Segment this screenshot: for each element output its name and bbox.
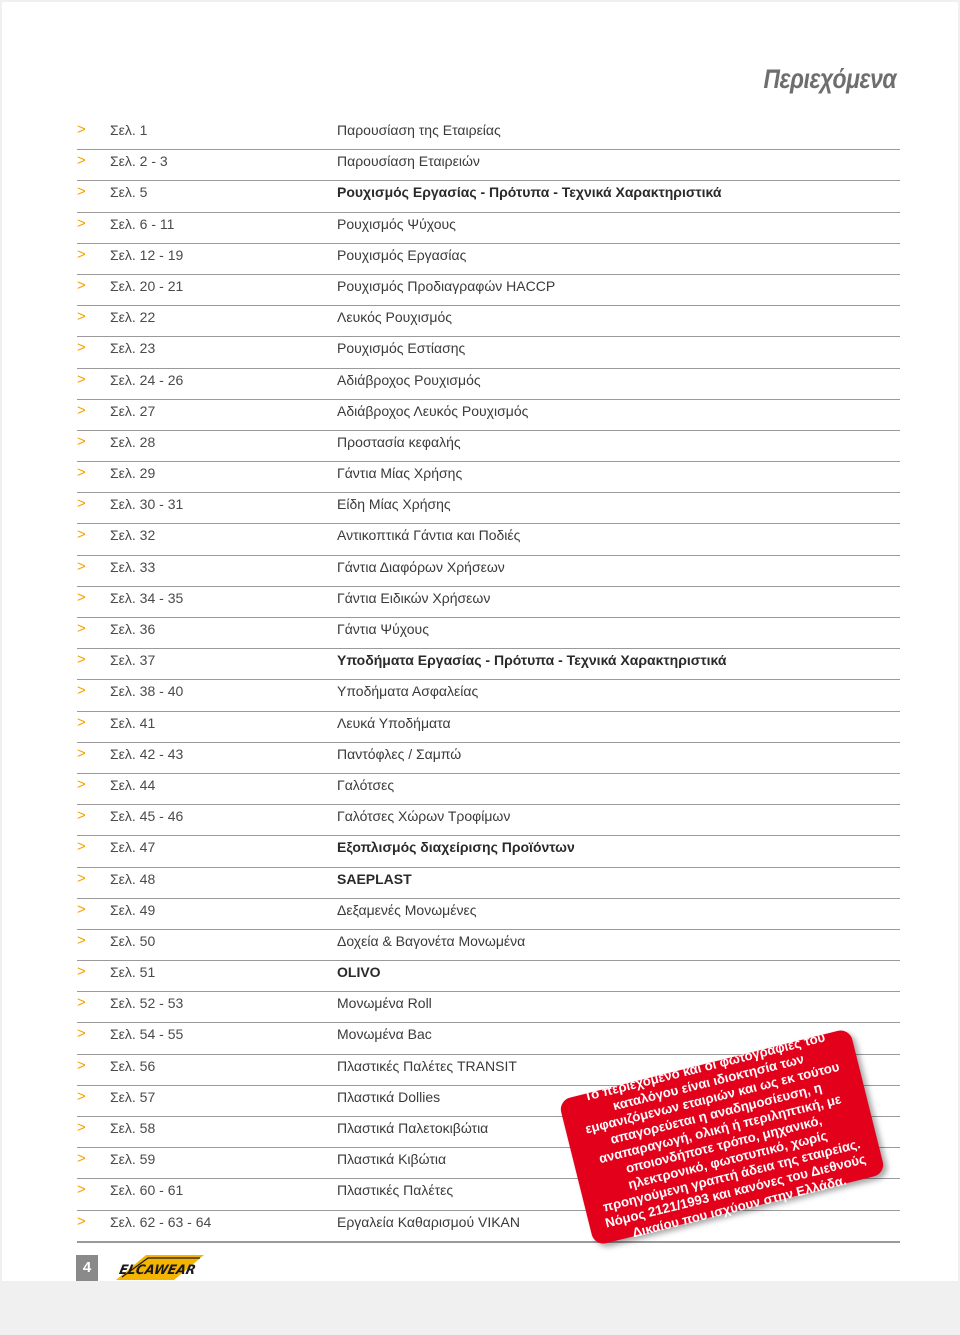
toc-row[interactable] xyxy=(77,961,900,992)
toc-entry-title: Πλαστικά Κιβώτια xyxy=(337,1151,447,1168)
footer-divider xyxy=(77,1242,900,1243)
toc-entry-title: Προστασία κεφαλής xyxy=(337,433,461,450)
toc-row[interactable] xyxy=(77,556,900,587)
toc-row[interactable] xyxy=(77,868,900,899)
toc-row[interactable] xyxy=(77,524,900,555)
toc-row[interactable] xyxy=(77,400,900,431)
toc-row[interactable] xyxy=(77,493,900,524)
toc-entry-title: Γάντια Ειδικών Χρήσεων xyxy=(337,589,491,606)
toc-page-ref: Σελ. 58 xyxy=(110,1120,156,1136)
toc-page-ref: Σελ. 28 xyxy=(110,433,156,450)
chevron-right-icon: > xyxy=(77,588,86,606)
toc-entry-title: Είδη Μίας Χρήσης xyxy=(337,496,451,513)
toc-page-ref: Σελ. 42 - 43 xyxy=(110,745,184,762)
chevron-right-icon: > xyxy=(77,713,86,731)
toc-row[interactable] xyxy=(77,275,900,306)
toc-entry-title: Γαλότσες xyxy=(337,776,395,793)
toc-entry-title: Μονωμένα Roll xyxy=(337,995,432,1012)
toc-page-ref: Σελ. 51 xyxy=(110,964,156,981)
chevron-right-icon: > xyxy=(77,807,86,825)
toc-entry-title: Εξοπλισμός διαχείρισης Προϊόντων xyxy=(337,839,575,856)
copyright-notice: Το περιεχόμενο και οι φωτογραφίες του καταλόγου είναι ιδιοκτησία των εμφανιζόμενων εταιριών και ως εκ τούτου απαγορεύεται η αναδημοσίευση, η αναπαραγωγή, ολική ή περιληπτική, με οποιονδήποτε τρόπο, μηχανικό, ηλεκτρονικό, φωτοτυπικό, χωρίς προηγούμενη γραπτή άδεια της εταιρείας. Νόμος 2121/1993 και κανόνες του Διεθνούς Δικαίου που ισχύουν στην Ελλάδα. xyxy=(558,1028,885,1246)
toc-page-ref: Σελ. 24 - 26 xyxy=(110,371,184,388)
toc-page-ref: Σελ. 6 - 11 xyxy=(110,215,175,232)
toc-page-ref: Σελ. 33 xyxy=(110,558,156,575)
toc-page-ref: Σελ. 44 xyxy=(110,776,156,793)
toc-page-ref: Σελ. 62 - 63 - 64 xyxy=(110,1213,212,1230)
toc-row[interactable] xyxy=(77,618,900,649)
toc-page-ref: Σελ. 47 xyxy=(110,839,156,856)
chevron-right-icon: > xyxy=(77,838,86,856)
chevron-right-icon: > xyxy=(77,276,86,294)
toc-page-ref: Σελ. 45 - 46 xyxy=(110,808,184,825)
chevron-right-icon: > xyxy=(77,869,86,887)
toc-page-ref: Σελ. 12 - 19 xyxy=(110,246,184,263)
chevron-right-icon: > xyxy=(77,432,86,450)
toc-entry-title: Υποδήματα Εργασίας - Πρότυπα - Τεχνικά Χαρακτηριστικά xyxy=(337,652,727,669)
toc-row[interactable] xyxy=(77,805,900,836)
toc-row[interactable] xyxy=(77,337,900,368)
chevron-right-icon: > xyxy=(77,245,86,263)
toc-entry-title: Παντόφλες / Σαμπώ xyxy=(337,745,462,762)
toc-page-ref: Σελ. 22 xyxy=(110,309,156,326)
toc-page-ref: Σελ. 34 - 35 xyxy=(110,589,184,606)
chevron-right-icon: > xyxy=(77,401,86,419)
toc-row[interactable] xyxy=(77,774,900,805)
chevron-right-icon: > xyxy=(77,682,86,700)
toc-page-ref: Σελ. 60 - 61 xyxy=(110,1182,184,1199)
chevron-right-icon: > xyxy=(77,152,86,170)
chevron-right-icon: > xyxy=(77,1056,86,1074)
chevron-right-icon: > xyxy=(77,464,86,482)
toc-page-ref: Σελ. 29 xyxy=(110,465,156,482)
chevron-right-icon: > xyxy=(77,308,86,326)
toc-entry-title: Πλαστικά Παλετοκιβώτια xyxy=(337,1120,489,1136)
toc-row[interactable] xyxy=(77,431,900,462)
toc-row[interactable] xyxy=(77,587,900,618)
toc-row[interactable] xyxy=(77,181,900,212)
toc-entry-title: Πλαστικές Παλέτες xyxy=(337,1182,454,1199)
page-title: Περιεχόμενα xyxy=(763,64,896,94)
chevron-right-icon: > xyxy=(77,1087,86,1105)
toc-page-ref: Σελ. 48 xyxy=(110,870,156,887)
page-sheet xyxy=(2,2,958,1281)
toc-entry-title: Πλαστικές Παλέτες TRANSIT xyxy=(337,1057,517,1074)
toc-row[interactable] xyxy=(77,680,900,711)
toc-row[interactable] xyxy=(77,306,900,337)
toc-entry-title: Μονωμένα Bac xyxy=(337,1026,432,1043)
toc-entry-title: Παρουσίαση της Εταιρείας xyxy=(337,122,501,138)
toc-page-ref: Σελ. 38 - 40 xyxy=(110,683,184,700)
chevron-right-icon: > xyxy=(77,900,86,918)
chevron-right-icon: > xyxy=(77,557,86,575)
chevron-right-icon: > xyxy=(77,931,86,949)
chevron-right-icon: > xyxy=(77,1119,86,1136)
toc-page-ref: Σελ. 1 xyxy=(110,122,148,138)
chevron-right-icon: > xyxy=(77,526,86,544)
toc-page-ref: Σελ. 52 - 53 xyxy=(110,995,184,1012)
toc-entry-title: Λευκός Ρουχισμός xyxy=(337,309,452,326)
chevron-right-icon: > xyxy=(77,775,86,793)
toc-entry-title: Αδιάβροχος Λευκός Ρουχισμός xyxy=(337,402,529,419)
toc-page-ref: Σελ. 32 xyxy=(110,527,156,544)
chevron-right-icon: > xyxy=(77,1150,86,1168)
toc-page-ref: Σελ. 2 - 3 xyxy=(110,153,168,170)
chevron-right-icon: > xyxy=(77,1025,86,1043)
toc-entry-title: Ρουχισμός Εργασίας xyxy=(337,246,467,263)
chevron-right-icon: > xyxy=(77,121,86,138)
toc-row[interactable] xyxy=(77,119,900,150)
toc-entry-title: Γάντια Μίας Χρήσης xyxy=(337,465,463,482)
toc-page-ref: Σελ. 54 - 55 xyxy=(110,1026,184,1043)
toc-entry-title: Δοχεία & Βαγονέτα Μονωμένα xyxy=(337,932,526,949)
toc-entry-title: Λευκά Υποδήματα xyxy=(337,714,451,731)
elcawear-logo xyxy=(112,1249,208,1285)
toc-page-ref: Σελ. 36 xyxy=(110,621,156,637)
toc-row[interactable] xyxy=(77,1211,900,1242)
toc-entry-title: Γάντια Διαφόρων Χρήσεων xyxy=(337,558,505,575)
toc-entry-title: Ρουχισμός Εστίασης xyxy=(337,340,466,357)
toc-row[interactable] xyxy=(77,369,900,400)
toc-row[interactable] xyxy=(77,213,900,244)
toc-page-ref: Σελ. 57 xyxy=(110,1088,156,1105)
toc-page-ref: Σελ. 49 xyxy=(110,901,156,918)
toc-entry-title: Υποδήματα Ασφαλείας xyxy=(337,683,479,700)
toc-row[interactable] xyxy=(77,712,900,743)
page-number: 4 xyxy=(76,1255,98,1281)
chevron-right-icon: > xyxy=(77,651,86,669)
toc-entry-title: Ρουχισμός Προδιαγραφών HACCP xyxy=(337,277,556,294)
toc-page-ref: Σελ. 23 xyxy=(110,340,156,357)
toc-page-ref: Σελ. 56 xyxy=(110,1057,156,1074)
toc-page-ref: Σελ. 30 - 31 xyxy=(110,496,184,513)
toc-entry-title: Δεξαμενές Μονωμένες xyxy=(337,901,477,918)
toc-row[interactable] xyxy=(77,649,900,680)
chevron-right-icon: > xyxy=(77,744,86,762)
toc-entry-title: Ρουχισμός Ψύχους xyxy=(337,215,456,232)
toc-row[interactable] xyxy=(77,150,900,181)
chevron-right-icon: > xyxy=(77,620,86,637)
toc-row[interactable] xyxy=(77,836,900,867)
toc-page-ref: Σελ. 5 xyxy=(110,184,148,201)
chevron-right-icon: > xyxy=(77,495,86,513)
toc-entry-title: Γάντια Ψύχους xyxy=(337,621,429,637)
toc-row[interactable] xyxy=(77,992,900,1023)
chevron-right-icon: > xyxy=(77,994,86,1012)
toc-row[interactable] xyxy=(77,930,900,961)
toc-entry-title: Ρουχισμός Εργασίας - Πρότυπα - Τεχνικά Χαρακτηριστικά xyxy=(337,184,722,201)
toc-row[interactable] xyxy=(77,462,900,493)
toc-page-ref: Σελ. 41 xyxy=(110,714,156,731)
toc-entry-title: OLIVO xyxy=(337,964,381,981)
toc-entry-title: Εργαλεία Καθαρισμού VIKAN xyxy=(337,1213,520,1230)
chevron-right-icon: > xyxy=(77,370,86,388)
toc-entry-title: Αδιάβροχος Ρουχισμός xyxy=(337,371,481,388)
chevron-right-icon: > xyxy=(77,183,86,201)
toc-row[interactable] xyxy=(77,244,900,275)
toc-entry-title: Αντικοπτικά Γάντια και Ποδιές xyxy=(337,527,521,544)
toc-entry-title: SAEPLAST xyxy=(337,870,412,887)
toc-row[interactable] xyxy=(77,899,900,930)
toc-page-ref: Σελ. 59 xyxy=(110,1151,156,1168)
chevron-right-icon: > xyxy=(77,963,86,981)
toc-entry-title: Πλαστικά Dollies xyxy=(337,1088,441,1105)
logo-text: ELCAWEAR xyxy=(117,1263,201,1278)
toc-entry-title: Γαλότσες Χώρων Τροφίμων xyxy=(337,808,511,825)
chevron-right-icon: > xyxy=(77,1181,86,1199)
toc-row[interactable] xyxy=(77,743,900,774)
chevron-right-icon: > xyxy=(77,214,86,232)
chevron-right-icon: > xyxy=(77,1212,86,1230)
toc-page-ref: Σελ. 50 xyxy=(110,932,156,949)
toc-page-ref: Σελ. 27 xyxy=(110,402,156,419)
toc-entry-title: Παρουσίαση Εταιρειών xyxy=(337,153,480,170)
toc-page-ref: Σελ. 20 - 21 xyxy=(110,277,184,294)
toc-page-ref: Σελ. 37 xyxy=(110,652,156,669)
chevron-right-icon: > xyxy=(77,339,86,357)
